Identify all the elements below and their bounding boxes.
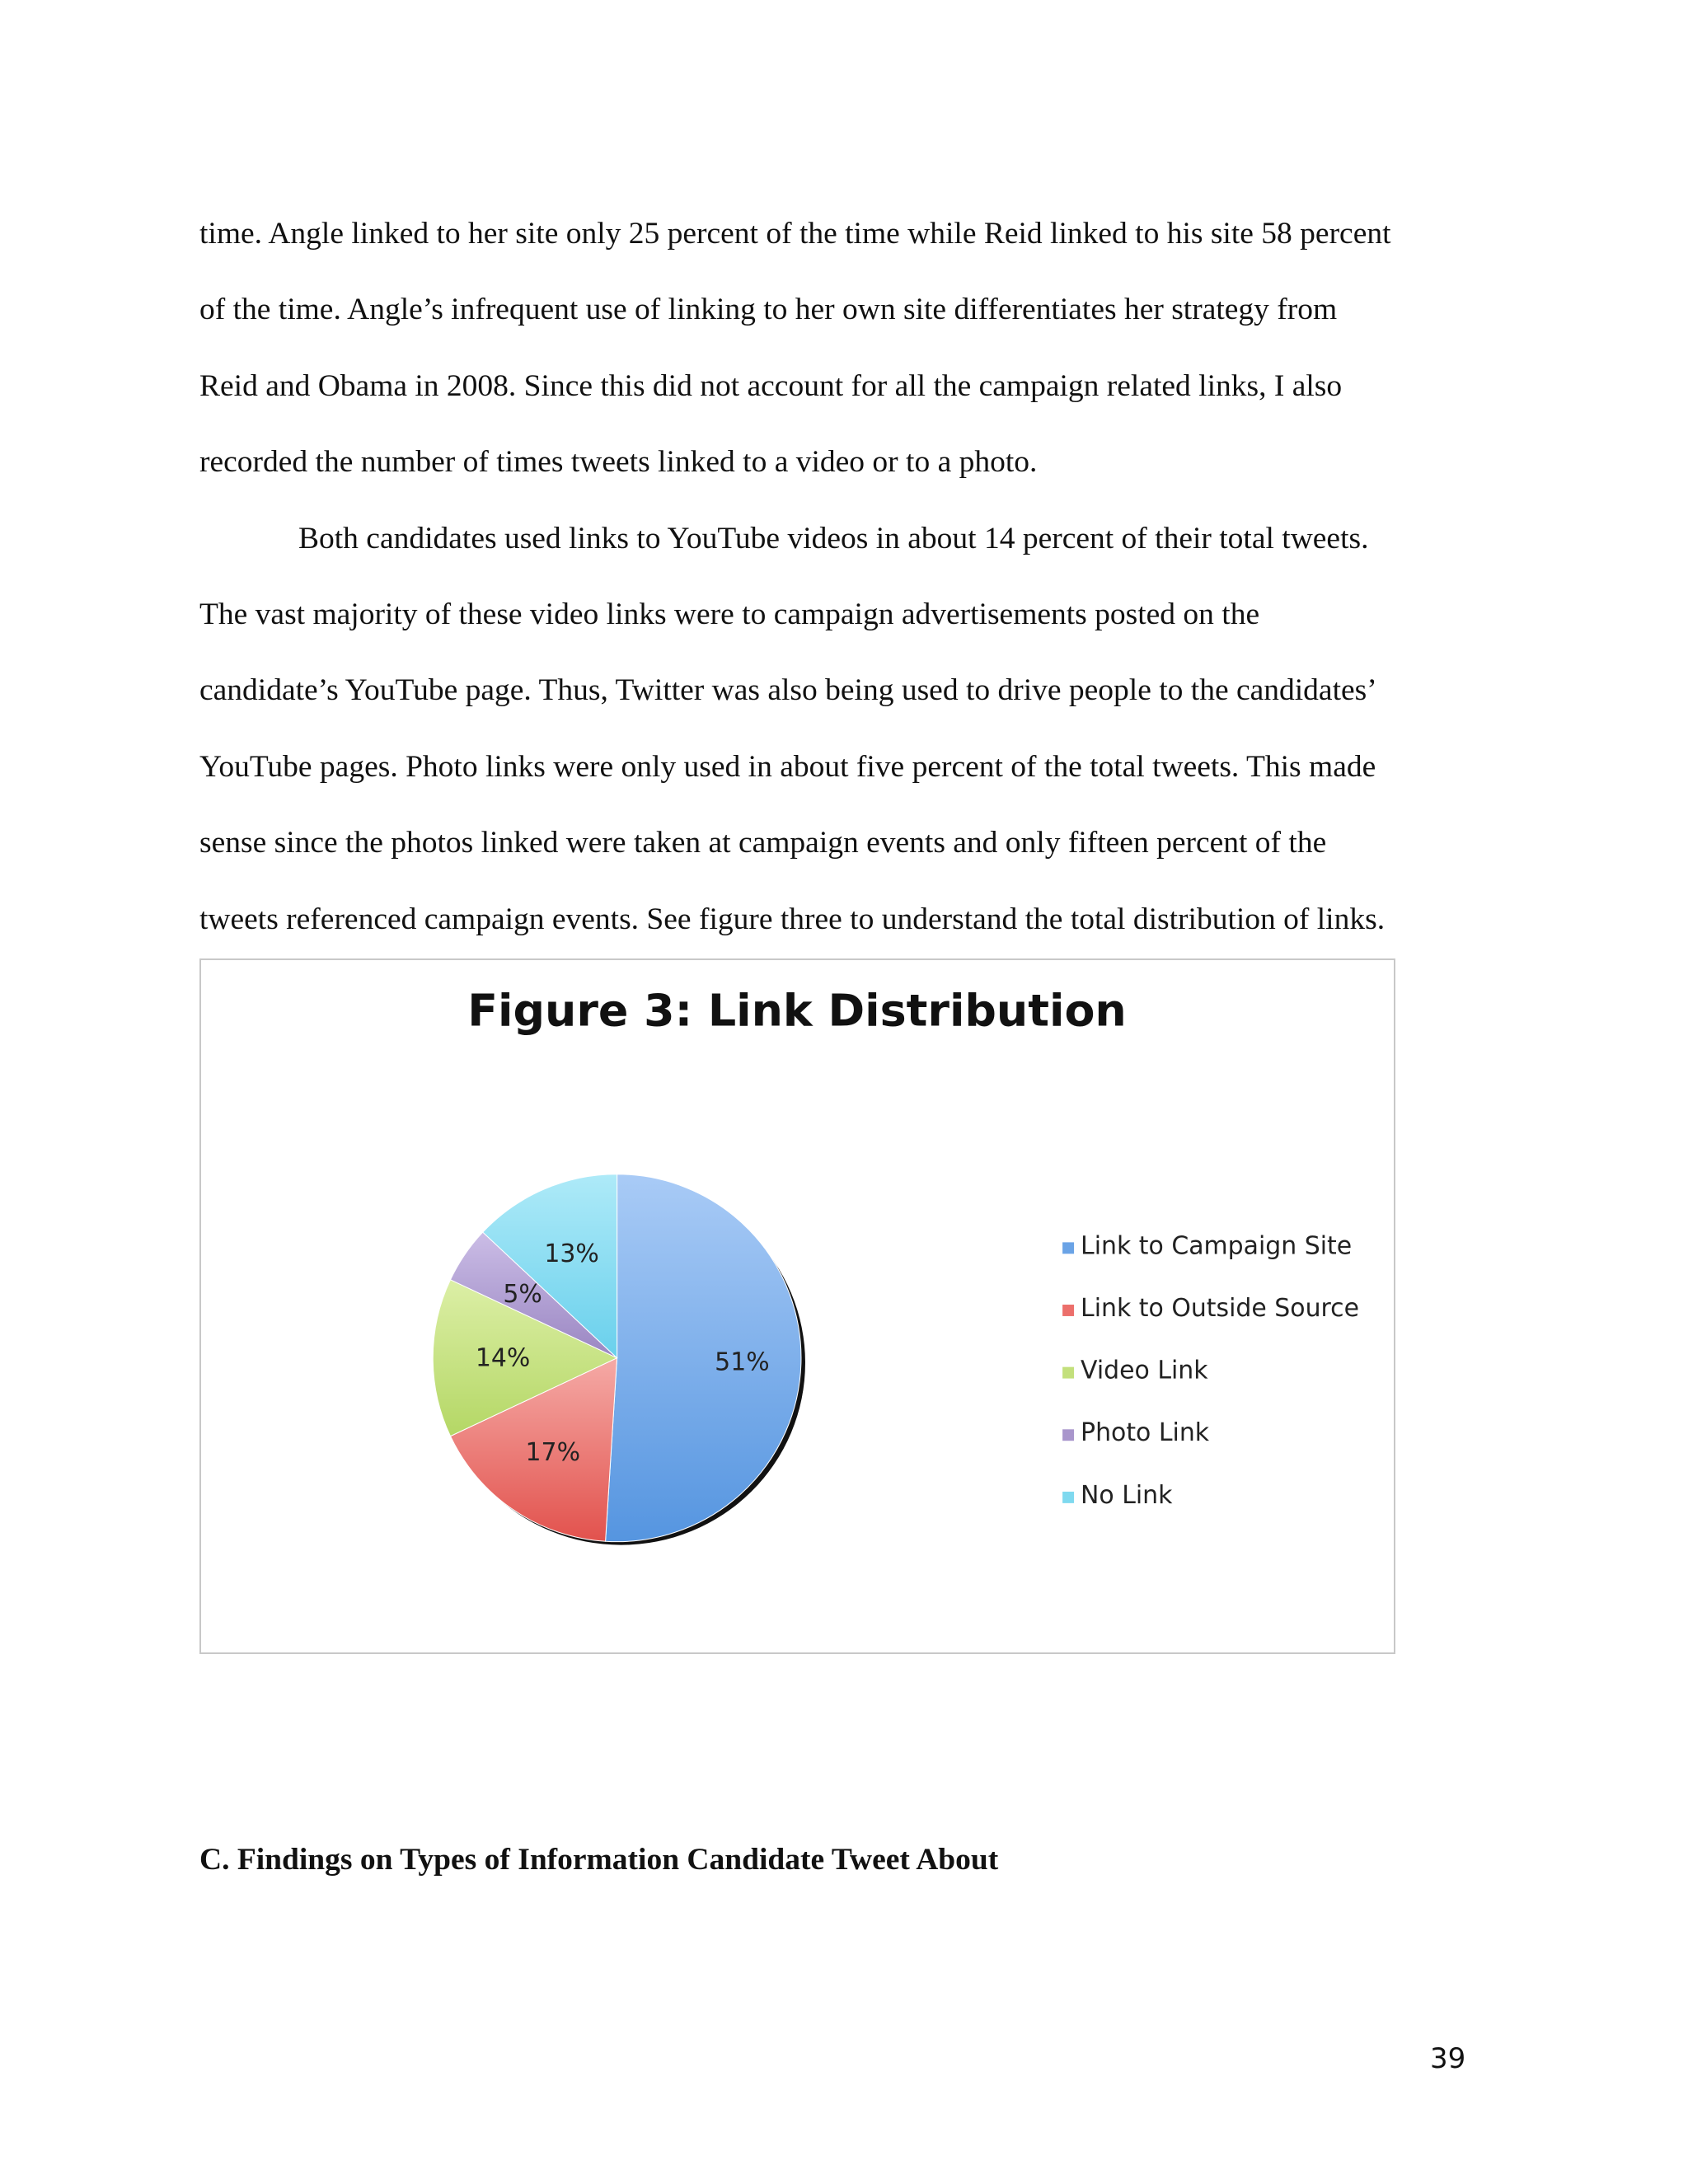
paragraph-1 [199,196,1485,501]
slice-label-video-link: 14% [475,1343,531,1373]
paragraph-line: sense since the photos linked were taken at campaign events and only fifteen percent of the [199,826,1327,860]
figure-3-frame [199,958,1395,1654]
page-number: 39 [1430,2042,1466,2075]
body-text [199,196,1485,958]
slice-label-link-to-campaign-site: 51% [715,1347,770,1377]
pie-chart [201,960,1394,1652]
paragraph-line: time. Angle linked to her site only 25 percent of the time while Reid linked to his site 58 percent [199,217,1391,251]
paragraph-line: recorded the number of times tweets linked to a video or to a photo. [199,445,1038,480]
legend-label-link-to-campaign-site: Link to Campaign Site [1081,1231,1353,1261]
paragraph-line: The vast majority of these video links were to campaign advertisements posted on the [199,598,1260,632]
legend-label-video-link: Video Link [1081,1356,1208,1385]
paragraph-line: of the time. Angle’s infrequent use of linking to her own site differentiates her strategy from [199,293,1338,327]
legend-swatch-link-to-outside-source [1062,1305,1074,1316]
slice-label-photo-link: 5% [503,1279,542,1309]
legend-label-no-link: No Link [1081,1480,1173,1510]
legend-swatch-video-link [1062,1367,1074,1379]
paragraph-line: tweets referenced campaign events. See figure three to understand the total distribution of links. [199,902,1386,936]
paragraph-line: Reid and Obama in 2008. Since this did not account for all the campaign related links, I also [199,368,1343,403]
legend-swatch-link-to-campaign-site [1062,1242,1074,1254]
chart-title: Figure 3: Link Distribution [467,984,1127,1037]
legend-label-photo-link: Photo Link [1081,1418,1210,1448]
legend-swatch-no-link [1062,1492,1074,1503]
slice-label-no-link: 13% [544,1239,599,1268]
pie-slice-link-to-campaign-site [606,1174,801,1542]
legend-label-link-to-outside-source: Link to Outside Source [1081,1293,1360,1323]
section-heading: C. Findings on Types of Information Candidate Tweet About [199,1843,999,1877]
legend-swatch-photo-link [1062,1429,1074,1441]
paragraph-line: Both candidates used links to YouTube videos in about 14 percent of their total tweets. [298,521,1369,555]
paragraph-2 [199,501,1485,958]
paragraph-line: YouTube pages. Photo links were only used in about five percent of the total tweets. This made [199,749,1376,784]
paragraph-line: candidate’s YouTube page. Thus, Twitter was also being used to drive people to the candidates’ [199,673,1377,708]
slice-label-link-to-outside-source: 17% [525,1438,580,1467]
